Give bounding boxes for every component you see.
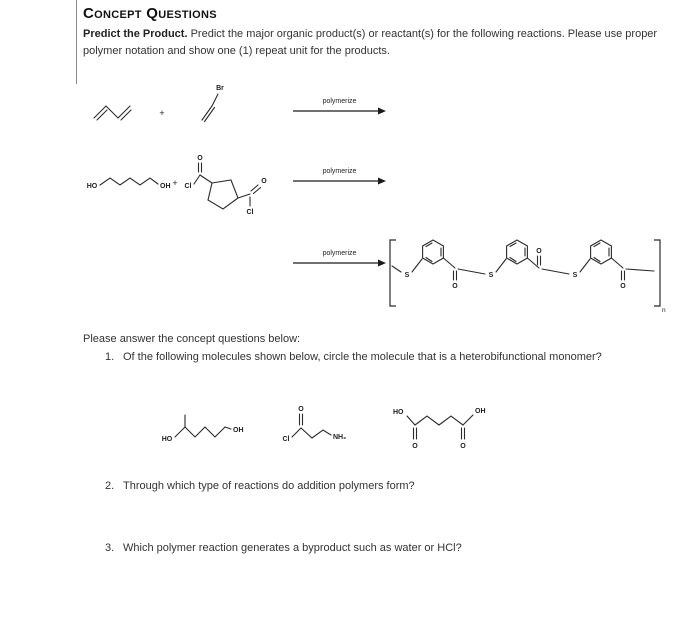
question-number: 3. xyxy=(105,542,115,554)
intro-paragraph xyxy=(83,26,661,60)
bromine-label: Br xyxy=(216,85,224,92)
question-text: Which polymer reaction generates a byproduct such as water or HCl? xyxy=(123,542,462,554)
amino-acyl-chloride-structure xyxy=(283,406,347,443)
question1-molecules xyxy=(155,400,505,458)
plus-sign: + xyxy=(159,108,165,118)
hydroxyl-label: HO xyxy=(393,409,404,416)
page-title: Concept Questions xyxy=(83,5,217,22)
question-number: 1. xyxy=(105,351,115,363)
carbonyl-oxygen-label: O xyxy=(460,443,466,450)
intro-bold-lead: Predict the Product. xyxy=(83,28,188,40)
reaction3-arrow xyxy=(292,250,387,268)
arrow-graphic xyxy=(292,106,387,116)
polymerize-label: polymerize xyxy=(322,168,357,175)
reaction1-reactants xyxy=(90,80,235,128)
hydroxyl-label: HO xyxy=(161,436,173,443)
repeat-unit-2 xyxy=(489,240,569,279)
carbonyl-oxygen-label: O xyxy=(620,283,626,290)
reaction2-arrow xyxy=(292,168,387,186)
diacid-chloride-structure xyxy=(185,155,268,216)
diol-structure xyxy=(87,178,171,190)
reaction1-arrow xyxy=(292,98,387,116)
reaction2-reactants xyxy=(83,150,283,220)
carbonyl-oxygen-label: O xyxy=(412,443,418,450)
polymerize-label: polymerize xyxy=(322,250,357,257)
hydroxyl-label: OH xyxy=(475,408,486,415)
carbonyl-oxygen-label: O xyxy=(452,283,458,290)
arrow-graphic xyxy=(292,258,387,268)
polymer-product-structure xyxy=(383,226,668,318)
question-3 xyxy=(105,540,625,557)
hydroxyl-label: HO xyxy=(86,183,98,190)
question-text: Of the following molecules shown below, circle the molecule that is a heterobifunctional monomer? xyxy=(123,351,602,363)
repeat-unit-1 xyxy=(392,240,485,290)
carbonyl-oxygen-label: O xyxy=(536,248,542,255)
methyl-diol-structure xyxy=(162,415,244,443)
hydroxyl-label: OH xyxy=(160,183,171,190)
chlorine-label: Cl xyxy=(282,436,290,443)
arrow-graphic xyxy=(292,176,387,186)
chlorine-label: Cl xyxy=(184,183,192,190)
question-number: 2. xyxy=(105,480,115,492)
carbonyl-oxygen-label: O xyxy=(261,178,267,185)
polymerize-label: polymerize xyxy=(322,98,357,105)
left-bracket xyxy=(390,240,396,306)
amine-label: NH₂ xyxy=(333,434,347,441)
plus-sign: + xyxy=(172,178,178,188)
question-text: Through which type of reactions do addition polymers form? xyxy=(123,480,415,492)
sulfur-label: S xyxy=(572,272,578,279)
repeat-subscript: n xyxy=(662,307,666,314)
page-edge-rule xyxy=(76,0,77,84)
carbonyl-oxygen-label: O xyxy=(197,155,203,162)
question-1 xyxy=(105,349,608,366)
questions-intro: Please answer the concept questions below: xyxy=(83,333,301,345)
sulfur-label: S xyxy=(488,272,494,279)
carbonyl-oxygen-label: O xyxy=(298,406,304,413)
vinyl-bromide-structure xyxy=(202,85,224,122)
intro-text: Predict the major organic product(s) or reactant(s) for the following reactions. Please use proper polymer notation and show one (1) repeat unit for the products. xyxy=(83,28,658,58)
butadiene-structure xyxy=(94,106,131,120)
hydroxyl-label: OH xyxy=(233,427,244,434)
question-2 xyxy=(105,478,625,495)
chlorine-label: Cl xyxy=(246,209,254,216)
sulfur-label: S xyxy=(404,272,410,279)
repeat-unit-3 xyxy=(573,240,654,290)
right-bracket xyxy=(654,240,660,306)
diacid-structure xyxy=(393,408,486,450)
